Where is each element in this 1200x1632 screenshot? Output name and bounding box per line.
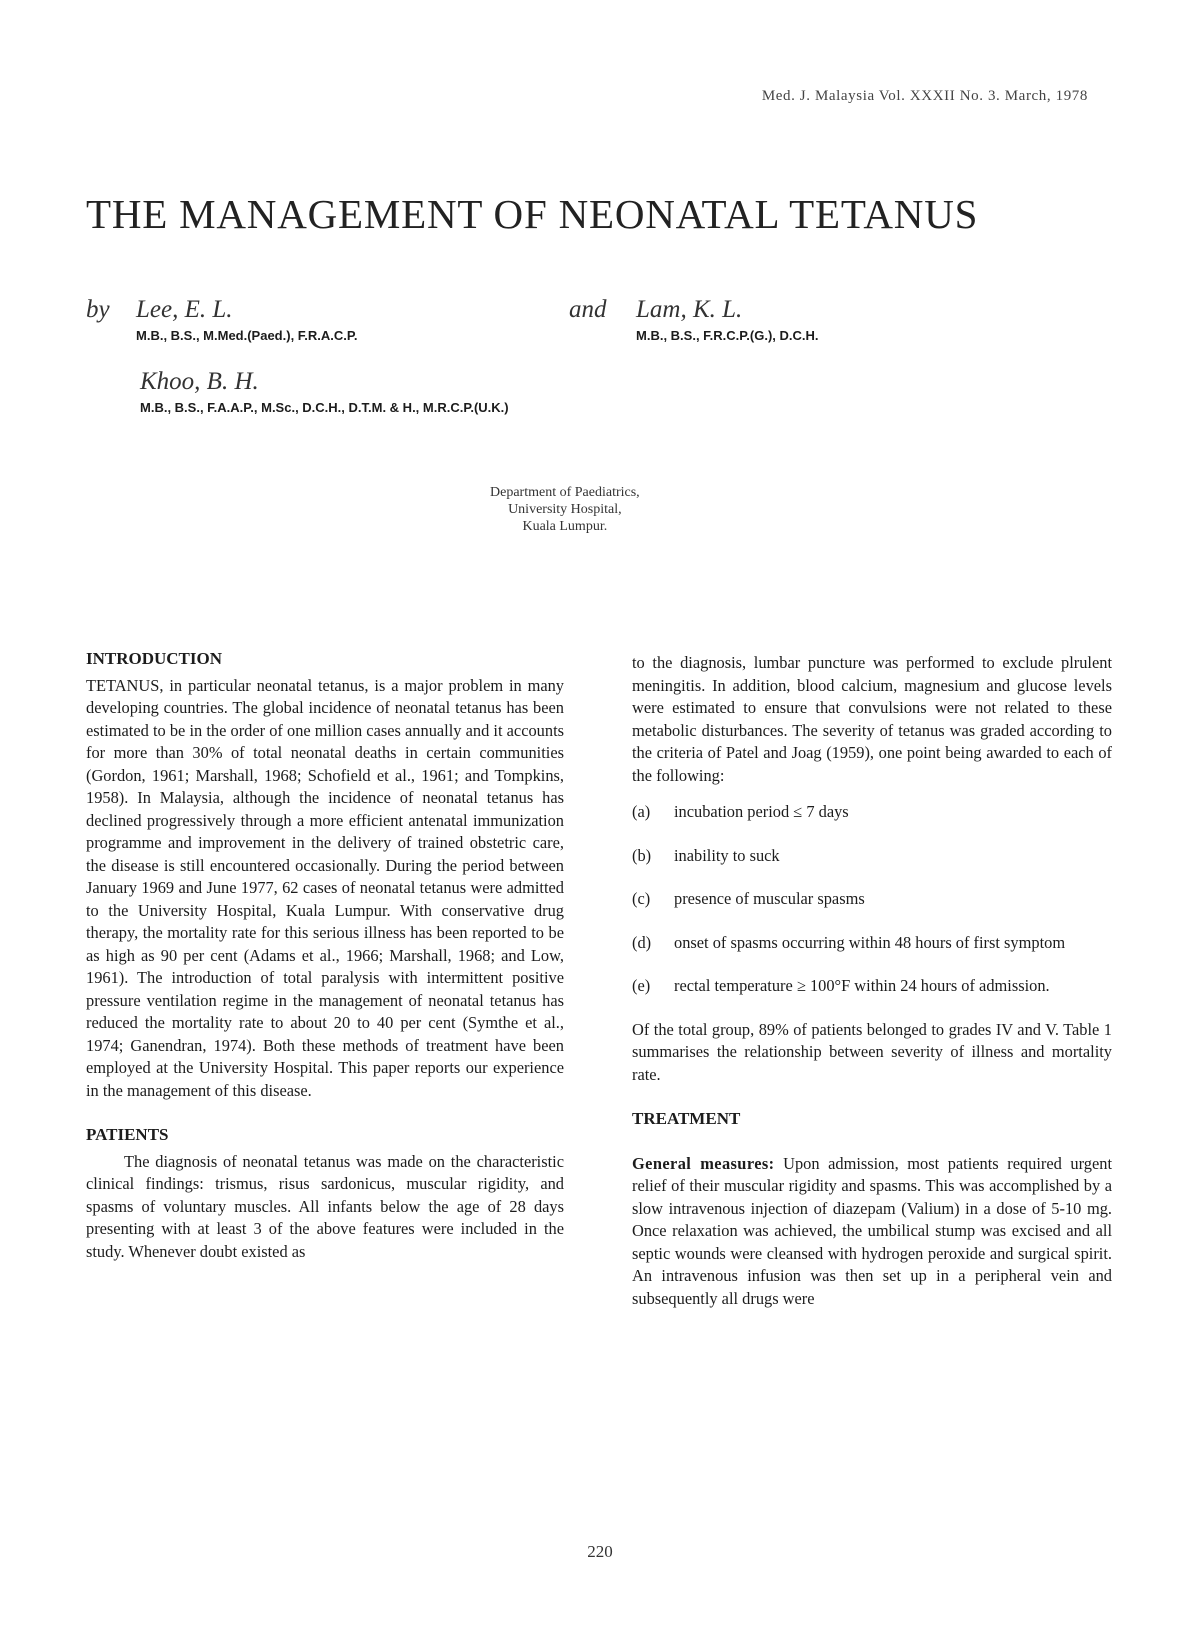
author-degrees: M.B., B.S., F.R.C.P.(G.), D.C.H.: [636, 328, 819, 343]
introduction-paragraph: TETANUS, in particular neonatal tetanus, is a major problem in many developing countries. The global incidence of neonatal tetanus has been estimated to be in the order of one million cases annually and it accounts for more than 30% of total neonatal deaths in certain communities (Gordon, 1961; Marshall, 1968; Schofield et al., 1961; and Tompkins, 1958). In Malaysia, although the incidence of neonatal tetanus has declined progressively through a more efficient antenatal immunization programme and improvement in the delivery of trained obstetric care, the disease is still encountered occasionally. During the period between January 1969 and June 1977, 62 cases of neonatal tetanus were admitted to the University Hospital, Kuala Lumpur. With conservative drug therapy, the mortality rate for this serious illness has been reported to be as high as 90 per cent (Adams et al., 1966; Marshall, 1968; and Low, 1961). The introduction of total paralysis with intermittent positive pressure ventilation regime in the management of neonatal tetanus has reduced the mortality rate to about 20 to 40 per cent (Symthe et al., 1974; Ganendran, 1974). Both these methods of treatment have been employed at the University Hospital. This paper reports our experience in the management of this disease.: [86, 675, 564, 1100]
author-degrees: M.B., B.S., M.Med.(Paed.), F.R.A.C.P.: [136, 328, 358, 343]
list-item-text: inability to suck: [674, 845, 780, 865]
list-item: [632, 932, 1112, 955]
article-title: THE MANAGEMENT OF NEONATAL TETANUS: [86, 191, 979, 237]
author-name: Lee, E. L.: [136, 296, 233, 323]
list-item-label: (e): [632, 976, 651, 995]
patients-paragraph: The diagnosis of neonatal tetanus was made on the characteristic clinical findings: trismus, risus sardonicus, muscular rigidity, and spasms of voluntary muscles. All infants below the age of 28 days presenting with at least 3 of the above features were included in the study. Whenever doubt existed as: [86, 1151, 564, 1261]
affiliation-line: University Hospital,: [508, 502, 622, 517]
affiliation-line: Department of Paediatrics,: [490, 485, 640, 500]
right-column: [632, 652, 1112, 1310]
list-item-text: onset of spasms occurring within 48 hours of first symptom: [674, 932, 1066, 952]
author-lam: [636, 296, 819, 344]
and-label: and: [569, 296, 607, 323]
list-item-label: (c): [632, 889, 651, 908]
left-column: [86, 648, 564, 1263]
general-measures-lead: General measures:: [632, 1153, 775, 1173]
list-item-label: (a): [632, 802, 651, 821]
patients-heading: PATIENTS: [86, 1125, 169, 1144]
introduction-heading: INTRODUCTION: [86, 649, 223, 668]
page-number: 220: [587, 1542, 613, 1561]
author-degrees: M.B., B.S., F.A.A.P., M.Sc., D.C.H., D.T.M. & H., M.R.C.P.(U.K.): [140, 400, 509, 415]
author-lee: [136, 296, 358, 344]
diagnosis-paragraph: to the diagnosis, lumbar puncture was performed to exclude plrulent meningitis. In addition, blood calcium, magnesium and glucose levels were estimated to ensure that convulsions were not related to these metabolic disturbances. The severity of tetanus was graded according to the criteria of Patel and Joag (1959), one point being awarded to each of the following:: [632, 653, 1112, 785]
list-item-label: (b): [632, 845, 652, 865]
journal-citation: Med. J. Malaysia Vol. XXXII No. 3. March, 1978: [761, 88, 1088, 104]
general-measures-paragraph: [632, 1153, 1112, 1311]
list-item: [632, 975, 1112, 998]
affiliation: [490, 484, 640, 535]
author-name: Khoo, B. H.: [140, 368, 259, 395]
list-item: [632, 845, 1112, 868]
treatment-heading: TREATMENT: [632, 1109, 741, 1128]
list-item: [632, 801, 1112, 824]
list-item-text: presence of muscular spasms: [674, 889, 865, 908]
list-item-text: rectal temperature ≥ 100°F within 24 hours of admission.: [674, 976, 1050, 995]
author-khoo: [140, 368, 610, 416]
list-item-text: incubation period ≤ 7 days: [674, 802, 849, 821]
severity-criteria-list: [632, 801, 1112, 998]
list-item: [632, 888, 1112, 911]
summary-paragraph: Of the total group, 89% of patients belonged to grades IV and V. Table 1 summarises the relationship between severity of illness and mortality rate.: [632, 1019, 1112, 1084]
by-label: by: [86, 296, 110, 323]
general-measures-text: Upon admission, most patients required urgent relief of their muscular rigidity and spasms. This was accomplished by a slow intravenous injection of diazepam (Valium) in a dose of 5-10 mg. Once relaxation was achieved, the umbilical stump was excised and all septic wounds were cleansed with hydrogen peroxide and surgical spirit. An intravenous infusion was then set up in a peripheral vein and subsequently all drugs were: [632, 1153, 1112, 1308]
list-item-label: (d): [632, 932, 652, 952]
author-name: Lam, K. L.: [636, 296, 743, 323]
affiliation-line: Kuala Lumpur.: [522, 519, 608, 534]
